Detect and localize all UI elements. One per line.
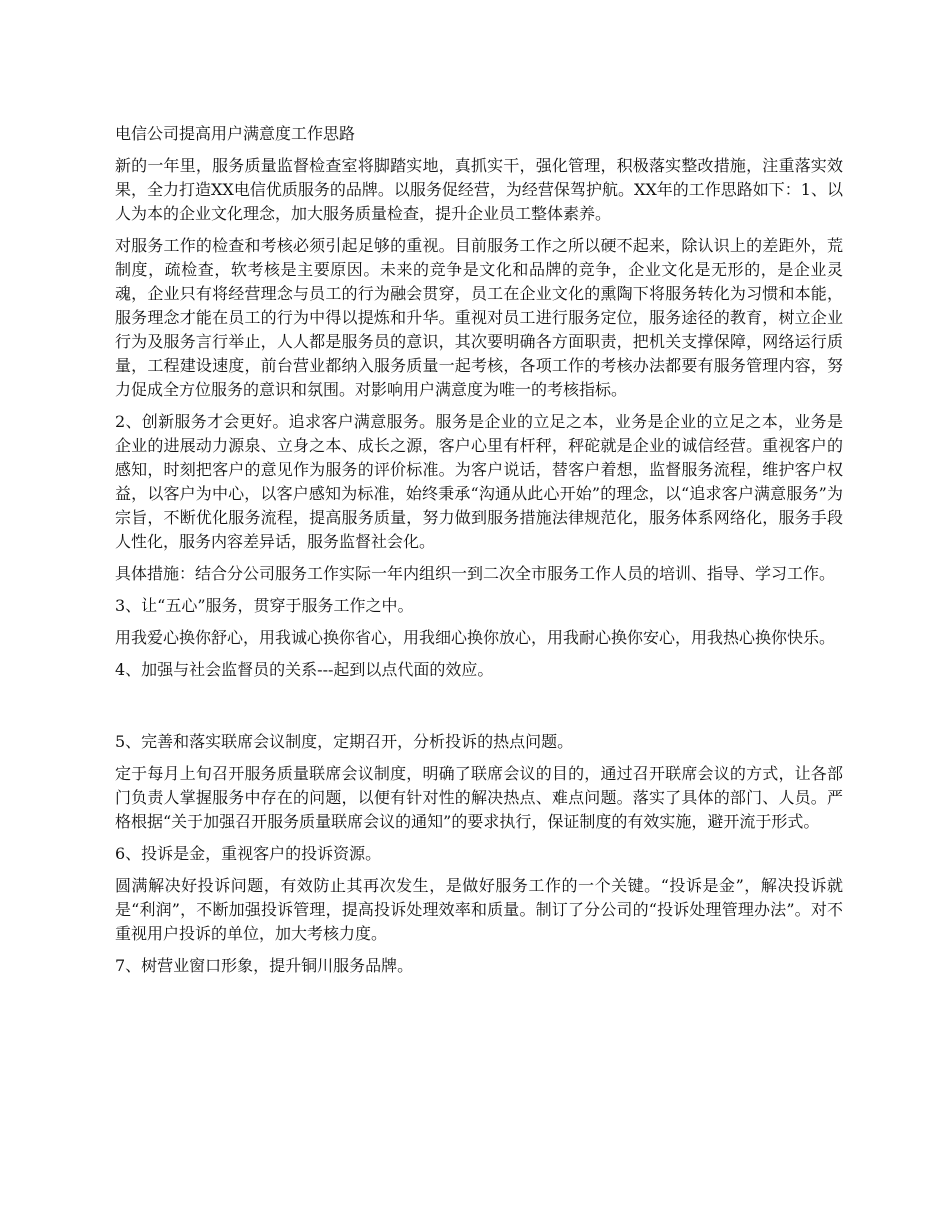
paragraph-five-hearts-detail: 用我爱心换你舒心，用我诚心换你省心，用我细心换你放心，用我耐心换你安心，用我热心换你快乐。: [115, 628, 836, 647]
paragraph-innovation: 2、创新服务才会更好。追求客户满意服务。服务是企业的立足之本，业务是企业的立足之本，业务是企业的进展动力源泉、立身之本、成长之源，客户心里有杆秤，秤砣就是企业的诚信经营。重视客户的感知，时刻把客户的意见作为服务的评价标准。为客户说话，替客户着想，监督服务流程，维护客户权益，以客户为中心，以客户感知为标准，始终秉承“沟通从此心开始”的理念，以“追求客户满意服务”为宗旨，不断优化服务流程，提高服务质量，努力做到服务措施法律规范化，服务体系网络化，服务手段人性化，服务内容差异话，服务监督社会化。: [115, 412, 843, 551]
paragraph-complaints-detail: 圆满解决好投诉问题，有效防止其再次发生，是做好服务工作的一个关键。“投诉是金”，解决投诉就是“利润”，不断加强投诉管理，提高投诉处理效率和质量。制订了分公司的“投诉处理管理办法”。对不重视用户投诉的单位，加大考核力度。: [115, 876, 843, 943]
paragraph-window-image: 7、树营业窗口形象，提升铜川服务品牌。: [115, 956, 414, 975]
paragraph-complaints: 6、投诉是金，重视客户的投诉资源。: [115, 844, 382, 863]
paragraph-culture: 对服务工作的检查和考核必须引起足够的重视。目前服务工作之所以硬不起来，除认识上的差距外，荒制度，疏检查，软考核是主要原因。未来的竞争是文化和品牌的竞争，企业文化是无形的，是企业灵魂，企业只有将经营理念与员工的行为融会贯穿，员工在企业文化的熏陶下将服务转化为习惯和本能，服务理念才能在员工的行为中得以提炼和升华。重视对员工进行服务定位，服务途径的教育，树立企业行为及服务言行举止，人人都是服务员的意识，其次要明确各方面职责，把机关支撑保障，网络运行质量，工程建设速度，前台营业都纳入服务质量一起考核，各项工作的考核办法都要有服务管理内容，努力促成全方位服务的意识和氛围。对影响用户满意度为唯一的考核指标。: [115, 236, 843, 399]
blank-gap: [115, 690, 843, 730]
paragraph-five-hearts: 3、让“五心”服务，贯穿于服务工作之中。: [115, 596, 414, 615]
paragraph-supervisors: 4、加强与社会监督员的关系---起到以点代面的效应。: [115, 660, 494, 679]
paragraph-measures: 具体措施：结合分公司服务工作实际一年内组织一到二次全市服务工作人员的培训、指导、学习工作。: [115, 564, 836, 583]
paragraph-joint-meeting-detail: 定于每月上旬召开服务质量联席会议制度，明确了联席会议的目的，通过召开联席会议的方式，让各部门负责人掌握服务中存在的问题，以便有针对性的解决热点、难点问题。落实了具体的部门、人员。严格根据“关于加强召开服务质量联席会议的通知”的要求执行，保证制度的有效实施，避开流于形式。: [115, 764, 843, 831]
paragraph-intro: 新的一年里，服务质量监督检查室将脚踏实地，真抓实干，强化管理，积极落实整改措施，注重落实效果，全力打造XX电信优质服务的品牌。以服务促经营，为经营保驾护航。XX年的工作思路如下：1、以人为本的企业文化理念，加大服务质量检查，提升企业员工整体素养。: [115, 156, 843, 223]
document-page: [115, 122, 843, 986]
paragraph-joint-meeting: 5、完善和落实联席会议制度，定期召开，分析投诉的热点问题。: [115, 732, 574, 751]
document-title: 电信公司提高用户满意度工作思路: [115, 124, 356, 143]
